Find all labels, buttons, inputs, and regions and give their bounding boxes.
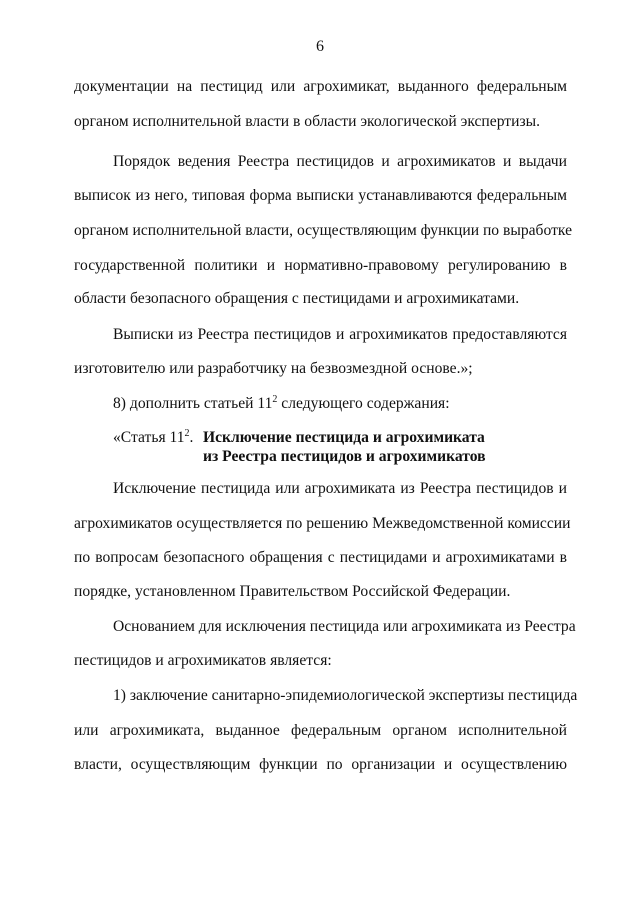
text-line: порядке, установленном Правительством Российской Федерации.	[74, 583, 511, 600]
paragraph-first-line: Основанием для исключения пестицида или агрохимиката из Реестра	[113, 618, 576, 635]
article-title-line1: Исключение пестицида и агрохимиката	[203, 429, 485, 446]
text-line: выписок из него, типовая форма выписки устанавливаются федеральным	[74, 187, 567, 204]
text-line: или агрохимиката, выданное федеральным органом исполнительной	[74, 722, 567, 739]
page-number: 6	[316, 38, 324, 55]
text-line: области безопасного обращения с пестицидами и агрохимикатами.	[74, 290, 520, 307]
article-heading	[113, 427, 486, 465]
text-line: власти, осуществляющим функции по организации и осуществлению	[74, 756, 567, 773]
amendment-line	[113, 394, 567, 414]
text-line: пестицидов и агрохимикатов является:	[74, 652, 332, 669]
text-line: по вопросам безопасного обращения с пестицидами и агрохимикатами в	[74, 549, 567, 566]
paragraph-first-line: 1) заключение санитарно-эпидемиологической экспертизы пестицида	[113, 687, 578, 704]
article-number: «Статья $11^2$.	[113, 427, 194, 446]
paragraph-first-line: Выписки из Реестра пестицидов и агрохимикатов предоставляются	[113, 326, 567, 343]
text-line: документации на пестицид или агрохимикат, выданного федеральным	[74, 78, 567, 95]
text-line: органом исполнительной власти, осуществляющим функции по выработке	[74, 222, 572, 239]
text-line: изготовителю или разработчику на безвозмездной основе.»;	[74, 360, 473, 377]
amendment-text: 8) дополнить статьей 11	[113, 395, 273, 412]
text-line: органом исполнительной власти в области экологической экспертизы.	[74, 113, 540, 130]
article-title-line2: из Реестра пестицидов и агрохимикатов	[203, 448, 486, 465]
amendment-text-end: следующего содержания:	[277, 395, 450, 412]
text-line: государственной политики и нормативно-правовому регулированию в	[74, 257, 567, 274]
superscript: 2	[272, 393, 278, 405]
paragraph-first-line: Исключение пестицида или агрохимиката из Реестра пестицидов и	[113, 480, 567, 497]
text-line: агрохимикатов осуществляется по решению Межведомственной комиссии	[74, 515, 571, 532]
paragraph-first-line: Порядок ведения Реестра пестицидов и агрохимикатов и выдачи	[113, 153, 567, 170]
